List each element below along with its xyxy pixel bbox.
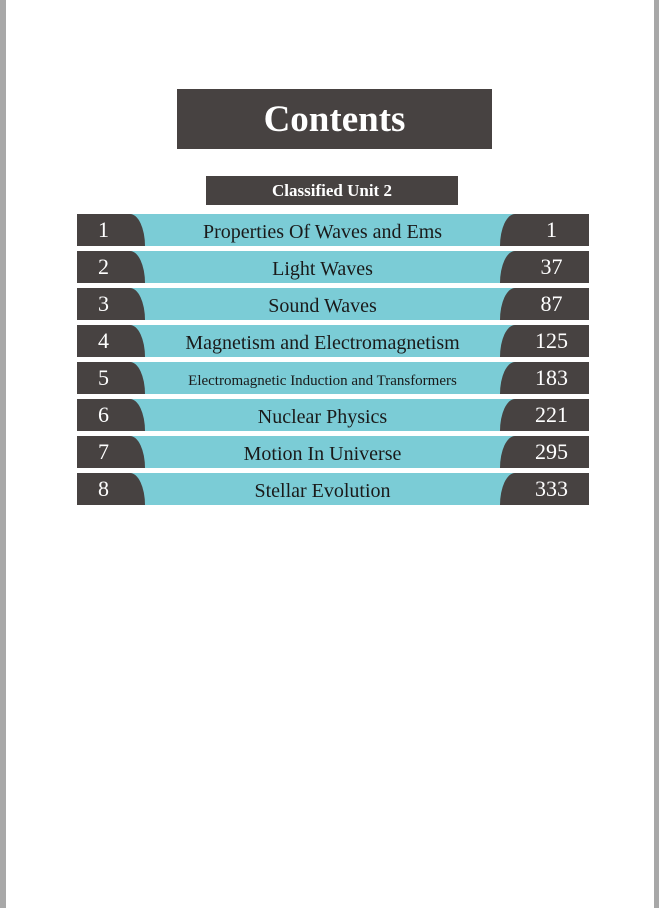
page-number: 87 (500, 288, 589, 320)
chapter-title[interactable]: Motion In Universe (243, 443, 402, 465)
page-edge-left (0, 0, 6, 908)
toc-row[interactable] (77, 362, 589, 394)
chapter-number: 5 (77, 362, 145, 394)
chapter-title[interactable]: Magnetism and Electromagnetism (185, 332, 460, 354)
page-number: 125 (500, 325, 589, 357)
chapter-number: 1 (77, 214, 145, 246)
chapter-title[interactable]: Sound Waves (268, 295, 377, 317)
page-number: 37 (500, 251, 589, 283)
chapter-title[interactable]: Nuclear Physics (257, 406, 388, 428)
page-number: 295 (500, 436, 589, 468)
toc-row[interactable] (77, 436, 589, 468)
chapter-title[interactable]: Stellar Evolution (254, 480, 391, 502)
toc-row[interactable] (77, 325, 589, 357)
chapter-title[interactable]: Properties Of Waves and Ems (202, 221, 443, 243)
chapter-number: 2 (77, 251, 145, 283)
toc-row[interactable] (77, 399, 589, 431)
chapter-number: 7 (77, 436, 145, 468)
unit-subtitle (206, 176, 458, 205)
chapter-number: 6 (77, 399, 145, 431)
page-number: 221 (500, 399, 589, 431)
chapter-number: 4 (77, 325, 145, 357)
table-of-contents (77, 214, 589, 510)
toc-row[interactable] (77, 251, 589, 283)
page-number: 333 (500, 473, 589, 505)
unit-subtitle-text: Classified Unit 2 (272, 180, 392, 200)
chapter-number: 3 (77, 288, 145, 320)
contents-title (177, 89, 492, 149)
page-number: 1 (500, 214, 589, 246)
chapter-title[interactable]: Electromagnetic Induction and Transformers (188, 373, 457, 389)
contents-title-text: Contents (263, 98, 406, 140)
chapter-title[interactable]: Light Waves (272, 258, 373, 280)
chapter-number: 8 (77, 473, 145, 505)
page-edge-right (654, 0, 659, 908)
toc-row[interactable] (77, 473, 589, 505)
toc-row[interactable] (77, 288, 589, 320)
page-number: 183 (500, 362, 589, 394)
toc-row[interactable] (77, 214, 589, 246)
